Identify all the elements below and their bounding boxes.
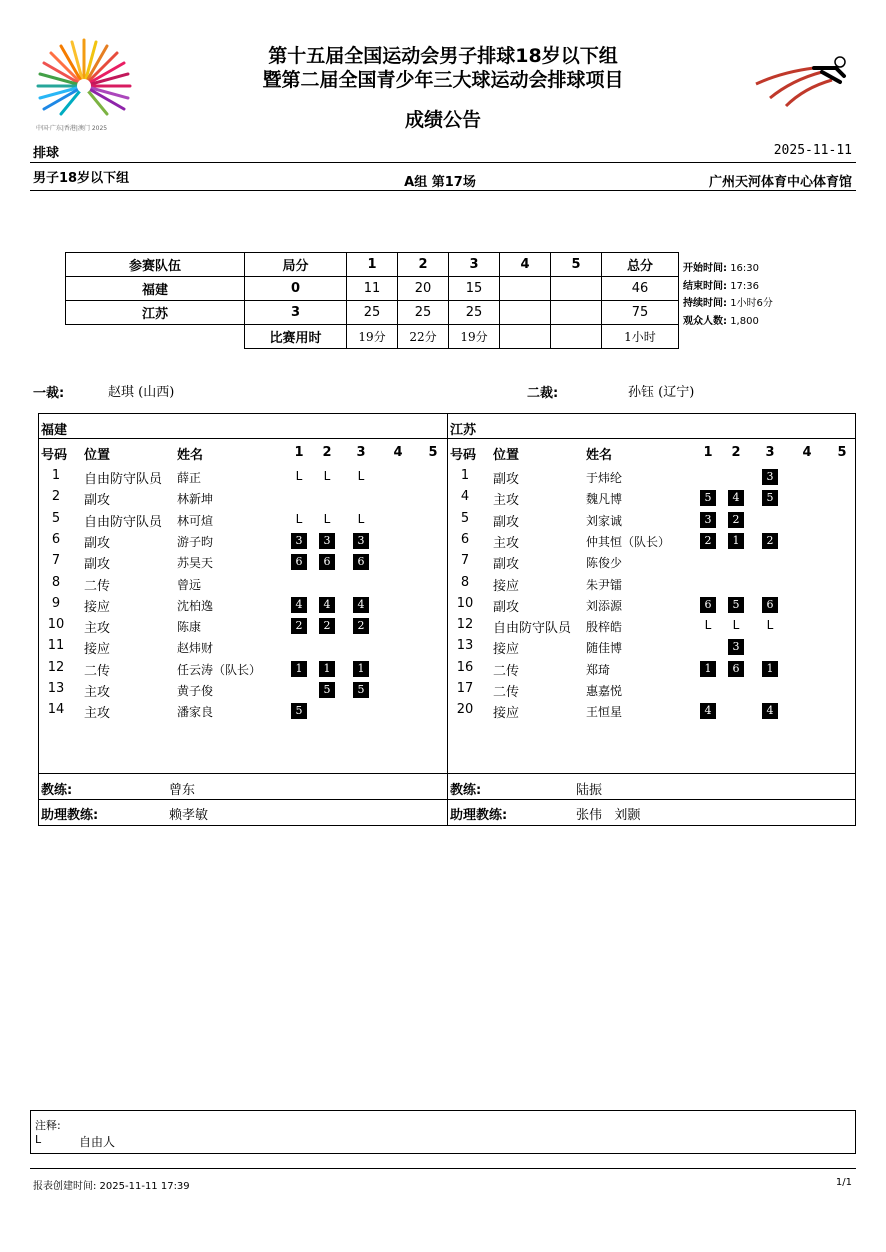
- coach-label: 教练:: [41, 783, 73, 798]
- starting-position-badge: 3: [319, 533, 335, 549]
- team-name: 福建: [66, 277, 245, 301]
- legend-symbol: L: [35, 1133, 42, 1146]
- starting-position-badge: 1: [291, 661, 307, 677]
- player-name: 刘添源: [586, 598, 623, 613]
- score-row: [66, 301, 679, 325]
- legend-text: 自由人: [79, 1135, 116, 1149]
- total-score: 46: [602, 277, 679, 301]
- player-number: 12: [456, 617, 474, 633]
- starting-position-badge: 3: [291, 533, 307, 549]
- player-position: 自由防守队员: [84, 514, 163, 530]
- set-duration: 19分: [449, 325, 500, 349]
- libero-mark: L: [704, 618, 712, 633]
- page-subtitle: 成绩公告: [404, 109, 481, 131]
- title-line-2: 暨第二届全国青少年三大球运动会排球项目: [262, 69, 624, 91]
- set-label: 4: [500, 253, 551, 277]
- set-duration: 22分: [398, 325, 449, 349]
- starting-position-badge: 5: [353, 682, 369, 698]
- player-number: 7: [51, 553, 61, 569]
- player-position: 副攻: [493, 599, 520, 615]
- spectators-value: 1,800: [730, 315, 759, 327]
- player-name: 林可煊: [177, 513, 214, 528]
- first-referee-label: 一裁:: [33, 386, 65, 401]
- report-created: 报表创建时间: 2025-11-11 17:39: [33, 1181, 190, 1192]
- total-score: 75: [602, 301, 679, 325]
- player-name: 沈柏逸: [177, 598, 214, 613]
- starting-position-badge: 3: [700, 512, 716, 528]
- player-position: 主攻: [84, 621, 111, 637]
- starting-position-badge: 2: [762, 533, 778, 549]
- start-label: 开始时间:: [683, 263, 727, 274]
- player-name: 任云涛（队长）: [177, 662, 262, 677]
- header-divider: [30, 162, 856, 163]
- col-name-header: 姓名: [586, 448, 613, 463]
- player-name: 陈俊少: [586, 556, 623, 571]
- match-label: A组 第17场: [404, 175, 476, 190]
- starting-position-badge: 2: [700, 533, 716, 549]
- starting-position-badge: 6: [291, 554, 307, 570]
- end-label: 结束时间:: [683, 280, 727, 292]
- starting-position-badge: 2: [728, 512, 744, 528]
- coach-name: 曾东: [169, 783, 196, 798]
- starting-position-badge: 4: [353, 597, 369, 613]
- player-number: 6: [460, 531, 470, 547]
- venue-label: 广州天河体育中心体育馆: [708, 175, 852, 190]
- player-position: 副攻: [493, 557, 520, 573]
- player-number: 13: [456, 638, 474, 654]
- duration-row: [66, 325, 679, 349]
- libero-mark: L: [732, 618, 740, 633]
- col-set-header: 3: [356, 445, 366, 460]
- player-name: 殷梓皓: [586, 620, 623, 635]
- second-referee: 孙钰 (辽宁): [628, 385, 695, 400]
- set-score: 25: [347, 301, 398, 325]
- player-name: 游子昀: [177, 534, 214, 549]
- player-number: 7: [460, 553, 470, 569]
- player-number: 16: [456, 659, 474, 675]
- libero-mark: L: [766, 618, 774, 633]
- starting-position-badge: 4: [291, 597, 307, 613]
- end-time: 17:36: [730, 280, 760, 292]
- player-name: 赵炜财: [177, 641, 214, 656]
- col-set-header: 1: [294, 445, 304, 460]
- starting-position-badge: 5: [728, 597, 744, 613]
- col-position-header: 位置: [493, 448, 520, 463]
- player-position: 二传: [493, 685, 520, 700]
- notes-box: [30, 1110, 856, 1154]
- roster-team-name: 福建: [41, 423, 68, 438]
- set-duration: 19分: [347, 325, 398, 349]
- player-position: 自由防守队员: [493, 621, 572, 637]
- set-score: 20: [398, 277, 449, 301]
- player-position: 自由防守队员: [84, 472, 163, 487]
- libero-mark: L: [323, 469, 331, 483]
- player-name: 仲其恒（队长）: [586, 534, 671, 549]
- col-set-header: 5: [837, 445, 847, 460]
- col-number-header: 号码: [450, 448, 477, 463]
- set-label: 2: [398, 253, 449, 277]
- player-position: 二传: [493, 663, 520, 679]
- total-duration: 1小时: [602, 325, 679, 349]
- player-number: 11: [47, 638, 65, 654]
- starting-position-badge: 2: [319, 618, 335, 634]
- player-name: 于炜纶: [586, 471, 623, 485]
- score-row: [66, 277, 679, 301]
- starting-position-badge: 5: [291, 703, 307, 719]
- starting-position-badge: 4: [319, 597, 335, 613]
- player-number: 5: [51, 510, 61, 526]
- set-score: 25: [398, 301, 449, 325]
- player-position: 接应: [493, 642, 520, 658]
- player-number: 8: [51, 574, 61, 590]
- player-position: 接应: [84, 599, 111, 615]
- player-position: 接应: [493, 706, 520, 722]
- starting-position-badge: 2: [353, 618, 369, 634]
- coach-label: 教练:: [450, 783, 482, 798]
- match-date: 2025-11-11: [773, 143, 852, 158]
- set-score: [551, 277, 602, 301]
- assistant-coach-name: 赖孝敏: [169, 808, 209, 823]
- player-name: 朱尹镭: [586, 577, 623, 592]
- starting-position-badge: 1: [319, 661, 335, 677]
- player-number: 6: [51, 531, 61, 547]
- match-info: [683, 260, 773, 330]
- assistant-divider: [39, 799, 447, 800]
- player-position: 副攻: [493, 514, 520, 530]
- team-header: 参赛队伍: [66, 253, 245, 277]
- starting-position-badge: 5: [319, 682, 335, 698]
- col-set-header: 4: [802, 445, 812, 460]
- player-position: 二传: [84, 578, 111, 594]
- player-position: 主攻: [493, 493, 520, 509]
- libero-mark: L: [357, 469, 365, 483]
- starting-position-badge: 1: [728, 533, 744, 549]
- player-position: 主攻: [493, 535, 520, 551]
- col-set-header: 2: [731, 445, 741, 460]
- roster-team-divider: [39, 438, 447, 439]
- col-set-header: 2: [322, 445, 332, 460]
- player-position: 副攻: [493, 472, 520, 487]
- starting-position-badge: 3: [353, 533, 369, 549]
- player-name: 王恒星: [586, 705, 623, 720]
- player-name: 惠嘉悦: [586, 684, 623, 698]
- starting-position-badge: 5: [700, 490, 716, 506]
- score-header-row: [66, 253, 679, 277]
- header-bottom-divider: [30, 190, 856, 191]
- player-number: 10: [47, 617, 65, 633]
- player-name: 魏凡博: [586, 492, 623, 507]
- team-name: 江苏: [66, 301, 245, 325]
- assistant-coach-label: 助理教练:: [41, 808, 99, 823]
- logo-caption: 中国·广东|香港|澳门 2025: [36, 125, 108, 132]
- starting-position-badge: 4: [762, 703, 778, 719]
- player-number: 1: [460, 468, 470, 483]
- set-label: 1: [347, 253, 398, 277]
- starting-position-badge: 3: [728, 639, 744, 655]
- player-number: 4: [460, 489, 470, 505]
- player-name: 刘家诚: [586, 513, 623, 528]
- starting-position-badge: 6: [319, 554, 335, 570]
- score-table: [65, 252, 679, 349]
- player-position: 接应: [493, 578, 520, 594]
- player-position: 接应: [84, 642, 111, 658]
- player-number: 14: [47, 702, 65, 718]
- set-score: [551, 301, 602, 325]
- player-number: 13: [47, 681, 65, 696]
- player-name: 苏昊天: [177, 556, 214, 571]
- col-set-header: 5: [428, 445, 438, 460]
- starting-position-badge: 2: [291, 618, 307, 634]
- player-position: 副攻: [84, 493, 111, 509]
- set-duration: [500, 325, 551, 349]
- set-score: 11: [347, 277, 398, 301]
- roster-team-name: 江苏: [450, 423, 477, 438]
- duration-value: 1小时6分: [730, 298, 773, 309]
- starting-position-badge: 4: [728, 490, 744, 506]
- sport-label: 排球: [33, 146, 60, 161]
- libero-mark: L: [295, 511, 303, 526]
- starting-position-badge: 4: [700, 703, 716, 719]
- player-name: 薛正: [177, 471, 202, 485]
- col-position-header: 位置: [84, 448, 111, 463]
- start-time: 16:30: [730, 263, 760, 274]
- player-number: 1: [51, 468, 61, 483]
- sets-won: 0: [245, 277, 347, 301]
- player-position: 副攻: [84, 535, 111, 551]
- libero-mark: L: [357, 511, 365, 526]
- page-number: 1/1: [835, 1177, 852, 1188]
- set-score: 15: [449, 277, 500, 301]
- coach-divider: [448, 773, 855, 774]
- player-position: 二传: [84, 663, 111, 679]
- player-number: 2: [51, 489, 61, 505]
- starting-position-badge: 6: [762, 597, 778, 613]
- footer-divider: [30, 1168, 856, 1169]
- duration-label: 比赛用时: [245, 325, 347, 349]
- player-number: 5: [460, 510, 470, 526]
- libero-mark: L: [295, 469, 303, 483]
- duration-label: 持续时间:: [683, 298, 727, 309]
- player-name: 潘家良: [177, 705, 214, 720]
- starting-position-badge: 6: [700, 597, 716, 613]
- first-referee: 赵琪 (山西): [108, 385, 175, 400]
- libero-mark: L: [323, 511, 331, 526]
- player-number: 8: [460, 574, 470, 590]
- notes-label: 注释:: [35, 1119, 61, 1132]
- spectators-label: 观众人数:: [683, 315, 727, 327]
- player-number: 10: [456, 595, 474, 611]
- starting-position-badge: 1: [700, 661, 716, 677]
- player-number: 12: [47, 659, 65, 675]
- set-score: 25: [449, 301, 500, 325]
- sets-header: 局分: [245, 253, 347, 277]
- player-number: 17: [456, 681, 474, 696]
- player-name: 黄子俊: [177, 684, 214, 698]
- coach-name: 陆振: [576, 783, 603, 798]
- player-name: 郑琦: [586, 662, 611, 677]
- assistant-divider: [448, 799, 855, 800]
- col-set-header: 3: [765, 445, 775, 460]
- player-position: 主攻: [84, 706, 111, 722]
- title-line-1: 第十五届全国运动会男子排球18岁以下组: [268, 45, 618, 67]
- assistant-coach-label: 助理教练:: [450, 808, 508, 823]
- set-score: [500, 277, 551, 301]
- col-set-header: 1: [703, 445, 713, 460]
- player-name: 曾远: [177, 577, 202, 592]
- player-number: 20: [456, 702, 474, 718]
- starting-position-badge: 6: [728, 661, 744, 677]
- starting-position-badge: 1: [353, 661, 369, 677]
- assistant-coach-name: 张伟 刘颢: [576, 808, 641, 823]
- second-referee-label: 二裁:: [527, 386, 559, 401]
- col-name-header: 姓名: [177, 448, 204, 463]
- col-set-header: 4: [393, 445, 403, 460]
- player-position: 主攻: [84, 685, 111, 700]
- player-name: 陈康: [177, 620, 202, 635]
- player-name: 林新坤: [177, 492, 214, 507]
- starting-position-badge: 1: [762, 661, 778, 677]
- player-number: 9: [51, 595, 61, 611]
- set-label: 5: [551, 253, 602, 277]
- player-position: 副攻: [84, 557, 111, 573]
- roster-team-divider: [448, 438, 855, 439]
- category-label: 男子18岁以下组: [33, 171, 130, 186]
- set-score: [500, 301, 551, 325]
- starting-position-badge: 3: [762, 469, 778, 485]
- set-label: 3: [449, 253, 500, 277]
- sets-won: 3: [245, 301, 347, 325]
- col-number-header: 号码: [41, 448, 68, 463]
- starting-position-badge: 6: [353, 554, 369, 570]
- player-name: 随佳博: [586, 641, 623, 656]
- starting-position-badge: 5: [762, 490, 778, 506]
- set-duration: [551, 325, 602, 349]
- total-header: 总分: [602, 253, 679, 277]
- coach-divider: [39, 773, 447, 774]
